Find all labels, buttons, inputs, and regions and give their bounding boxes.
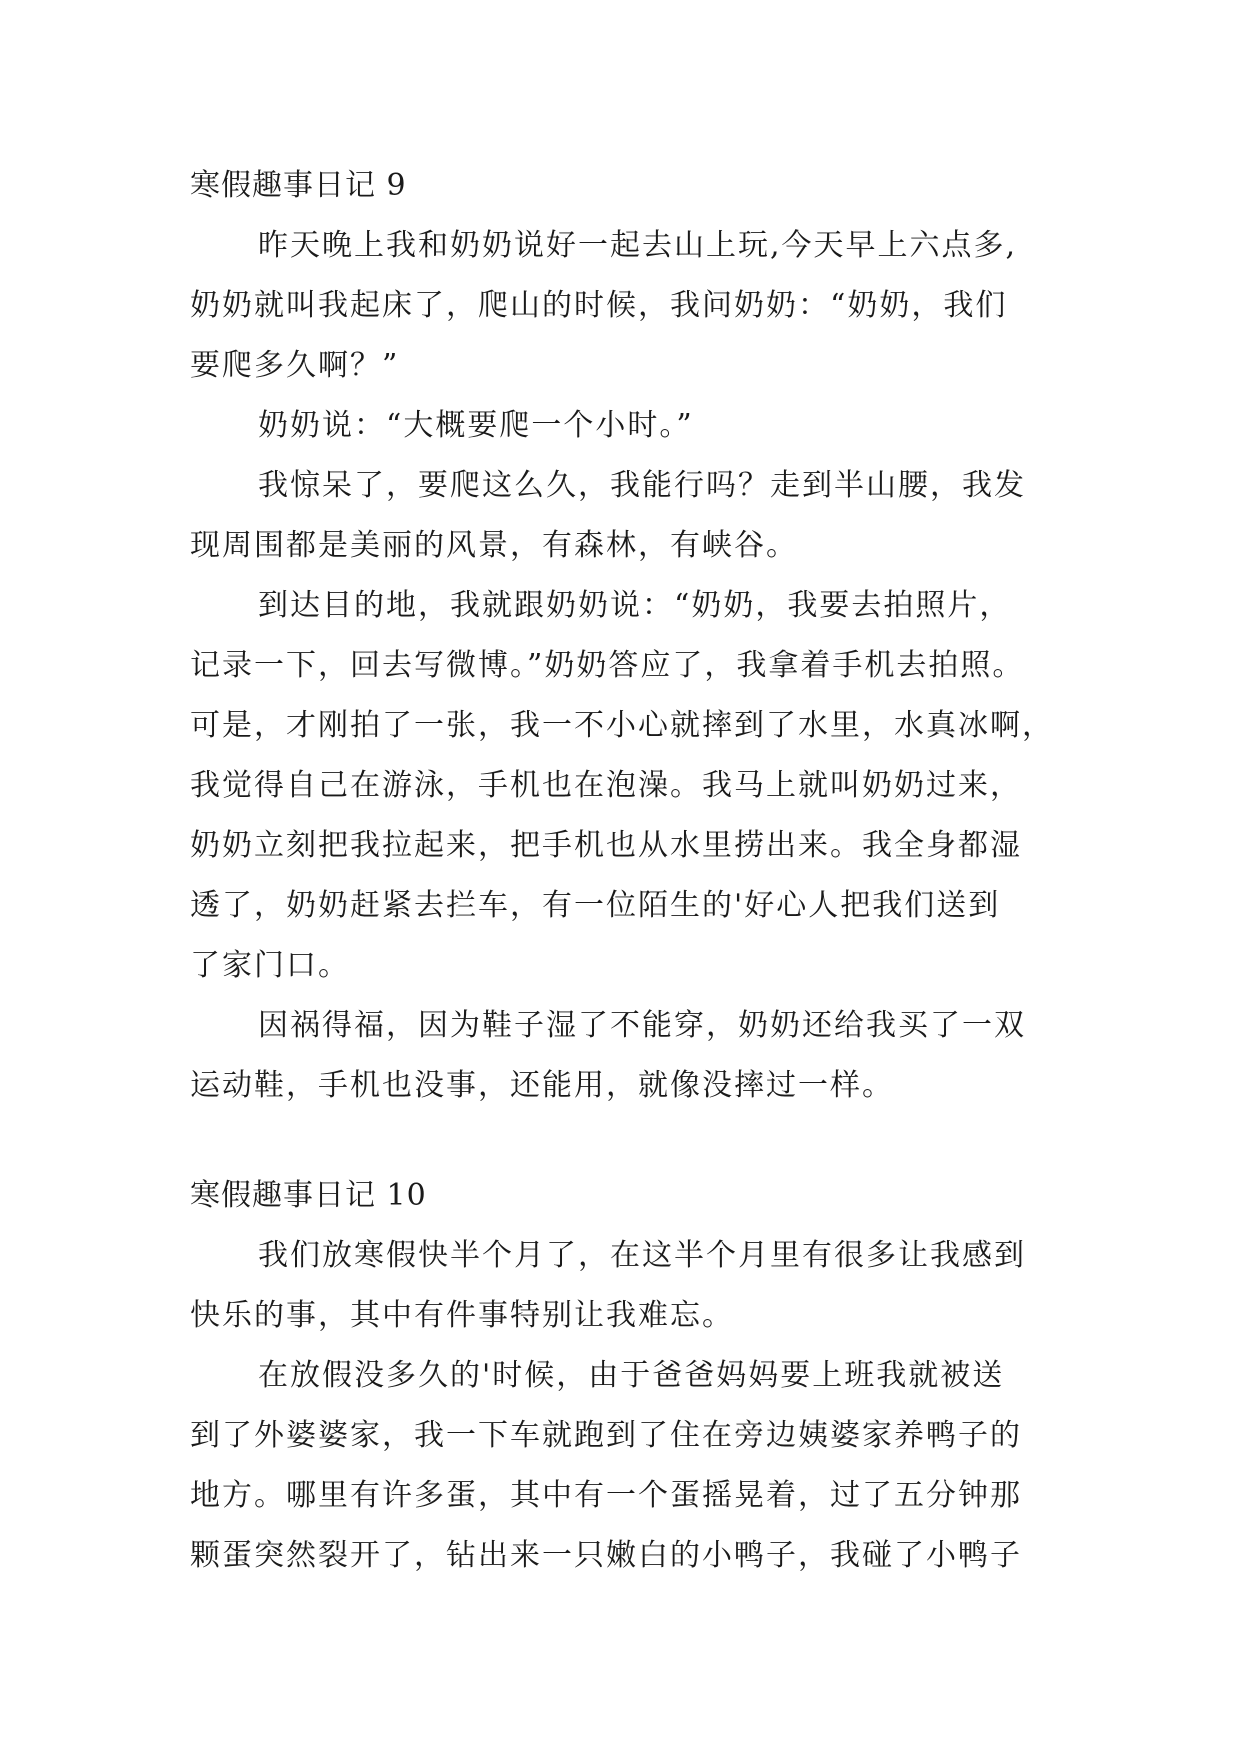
paragraph-line: 在放假没多久的'时候，由于爸爸妈妈要上班我就被送 — [258, 1358, 1005, 1393]
paragraph-line: 记录一下，回去写微博。”奶奶答应了，我拿着手机去拍照。 — [190, 648, 1025, 683]
paragraph-line: 快乐的事，其中有件事特别让我难忘。 — [190, 1298, 734, 1333]
paragraph-line: 奶奶说：“大概要爬一个小时。” — [258, 408, 694, 443]
paragraph-line: 我们放寒假快半个月了，在这半个月里有很多让我感到 — [258, 1238, 1026, 1273]
paragraph-line: 昨天晚上我和奶奶说好一起去山上玩,今天早上六点多, — [258, 228, 1018, 263]
paragraph-line: 透了，奶奶赶紧去拦车，有一位陌生的'好心人把我们送到 — [190, 888, 1001, 923]
paragraph-line: 我惊呆了，要爬这么久，我能行吗？走到半山腰，我发 — [258, 468, 1026, 503]
paragraph-line: 颗蛋突然裂开了，钻出来一只嫩白的小鸭子，我碰了小鸭子 — [190, 1538, 1022, 1573]
paragraph-line: 运动鞋，手机也没事，还能用，就像没摔过一样。 — [190, 1068, 894, 1103]
paragraph-line: 了家门口。 — [190, 948, 350, 983]
section-title: 寒假趣事日记 10 — [190, 1178, 427, 1213]
paragraph-line: 到了外婆婆家，我一下车就跑到了住在旁边姨婆家养鸭子的 — [190, 1418, 1022, 1453]
paragraph-line: 我觉得自己在游泳，手机也在泡澡。我马上就叫奶奶过来， — [190, 768, 1022, 803]
paragraph-line: 奶奶就叫我起床了，爬山的时候，我问奶奶：“奶奶，我们 — [190, 288, 1008, 323]
paragraph-line: 奶奶立刻把我拉起来，把手机也从水里捞出来。我全身都湿 — [190, 828, 1022, 863]
paragraph-line: 现周围都是美丽的风景，有森林，有峡谷。 — [190, 528, 798, 563]
paragraph-line: 因祸得福，因为鞋子湿了不能穿，奶奶还给我买了一双 — [258, 1008, 1026, 1043]
paragraph-line: 要爬多久啊？” — [190, 348, 400, 383]
section-title: 寒假趣事日记 9 — [190, 168, 407, 203]
paragraph-line: 可是，才刚拍了一张，我一不小心就摔到了水里，水真冰啊， — [190, 708, 1054, 743]
paragraph-line: 地方。哪里有许多蛋，其中有一个蛋摇晃着，过了五分钟那 — [190, 1478, 1022, 1513]
paragraph-line: 到达目的地，我就跟奶奶说：“奶奶，我要去拍照片， — [258, 588, 1012, 623]
